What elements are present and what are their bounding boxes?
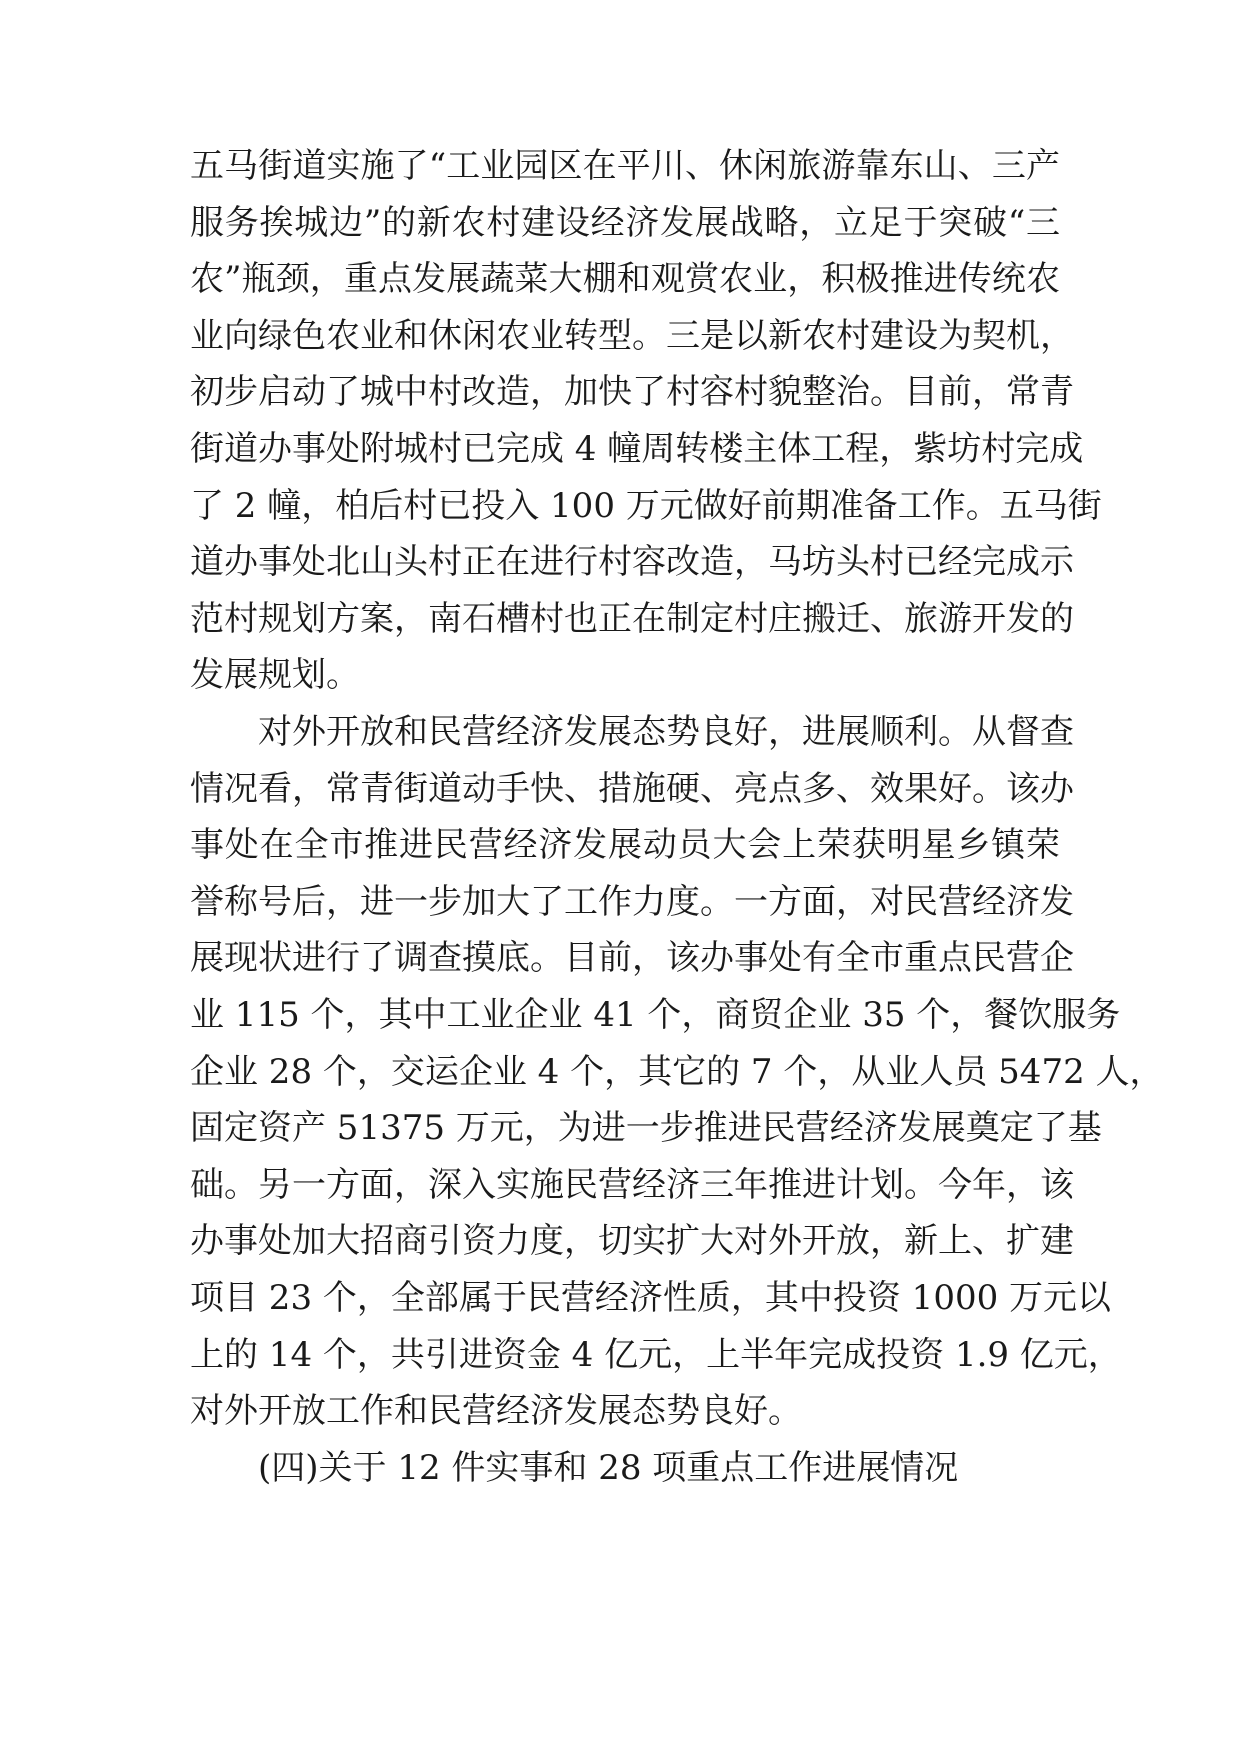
text-line: 业向绿色农业和休闲农业转型。三是以新农村建设为契机，: [190, 315, 1074, 356]
text-line: 五马街道实施了“工业园区在平川、休闲旅游靠东山、三产: [190, 146, 1060, 186]
text-line: 誉称号后，进一步加大了工作力度。一方面，对民营经济发: [190, 881, 1074, 922]
section-heading: (四)关于 12 件实事和 28 项重点工作进展情况: [258, 1448, 959, 1488]
text-line: 道办事处北山头村正在进行村容改造，马坊头村已经完成示: [190, 542, 1074, 583]
text-line: 事处在全市推进民营经济发展动员大会上荣获明星乡镇荣: [190, 825, 1060, 866]
text-line: 础。另一方面，深入实施民营经济三年推进计划。今年，该: [190, 1164, 1074, 1205]
section-heading-block: [190, 1440, 1060, 1497]
text-line: 农”瓶颈，重点发展蔬菜大棚和观赏农业，积极推进传统农: [190, 259, 1060, 300]
text-line: 展现状进行了调查摸底。目前，该办事处有全市重点民营企: [190, 938, 1074, 979]
text-line: 街道办事处附城村已完成 4 幢周转楼主体工程，紫坊村完成: [190, 428, 1084, 469]
text-line: 初步启动了城中村改造，加快了村容村貌整治。目前，常青: [190, 372, 1074, 413]
text-line: 项目 23 个，全部属于民营经济性质，其中投资 1000 万元以: [190, 1277, 1112, 1318]
text-line: 情况看，常青街道动手快、措施硬、亮点多、效果好。该办: [190, 768, 1074, 809]
text-line: 固定资产 51375 万元，为进一步推进民营经济发展奠定了基: [190, 1108, 1102, 1149]
text-line: 对外开放工作和民营经济发展态势良好。: [190, 1391, 802, 1432]
paragraph-2: [190, 704, 1164, 1440]
text-line: 范村规划方案，南石槽村也正在制定村庄搬迁、旅游开发的: [190, 598, 1074, 639]
text-line: 服务挨城边”的新农村建设经济发展战略，立足于突破“三: [190, 202, 1060, 243]
text-line: 业 115 个，其中工业企业 41 个，商贸企业 35 个，餐饮服务: [190, 994, 1121, 1035]
text-line: 企业 28 个，交运企业 4 个，其它的 7 个，从业人员 5472 人，: [190, 1051, 1164, 1092]
text-line: 上的 14 个，共引进资金 4 亿元，上半年完成投资 1.9 亿元，: [190, 1334, 1122, 1375]
text-line: 对外开放和民营经济发展态势良好，进展顺利。从督查: [258, 712, 1074, 752]
text-line: 办事处加大招商引资力度，切实扩大对外开放，新上、扩建: [190, 1221, 1074, 1262]
text-line: 了 2 幢，柏后村已投入 100 万元做好前期准备工作。五马街: [190, 485, 1102, 526]
text-line: 发展规划。: [190, 655, 360, 696]
paragraph-1: [190, 138, 1102, 704]
